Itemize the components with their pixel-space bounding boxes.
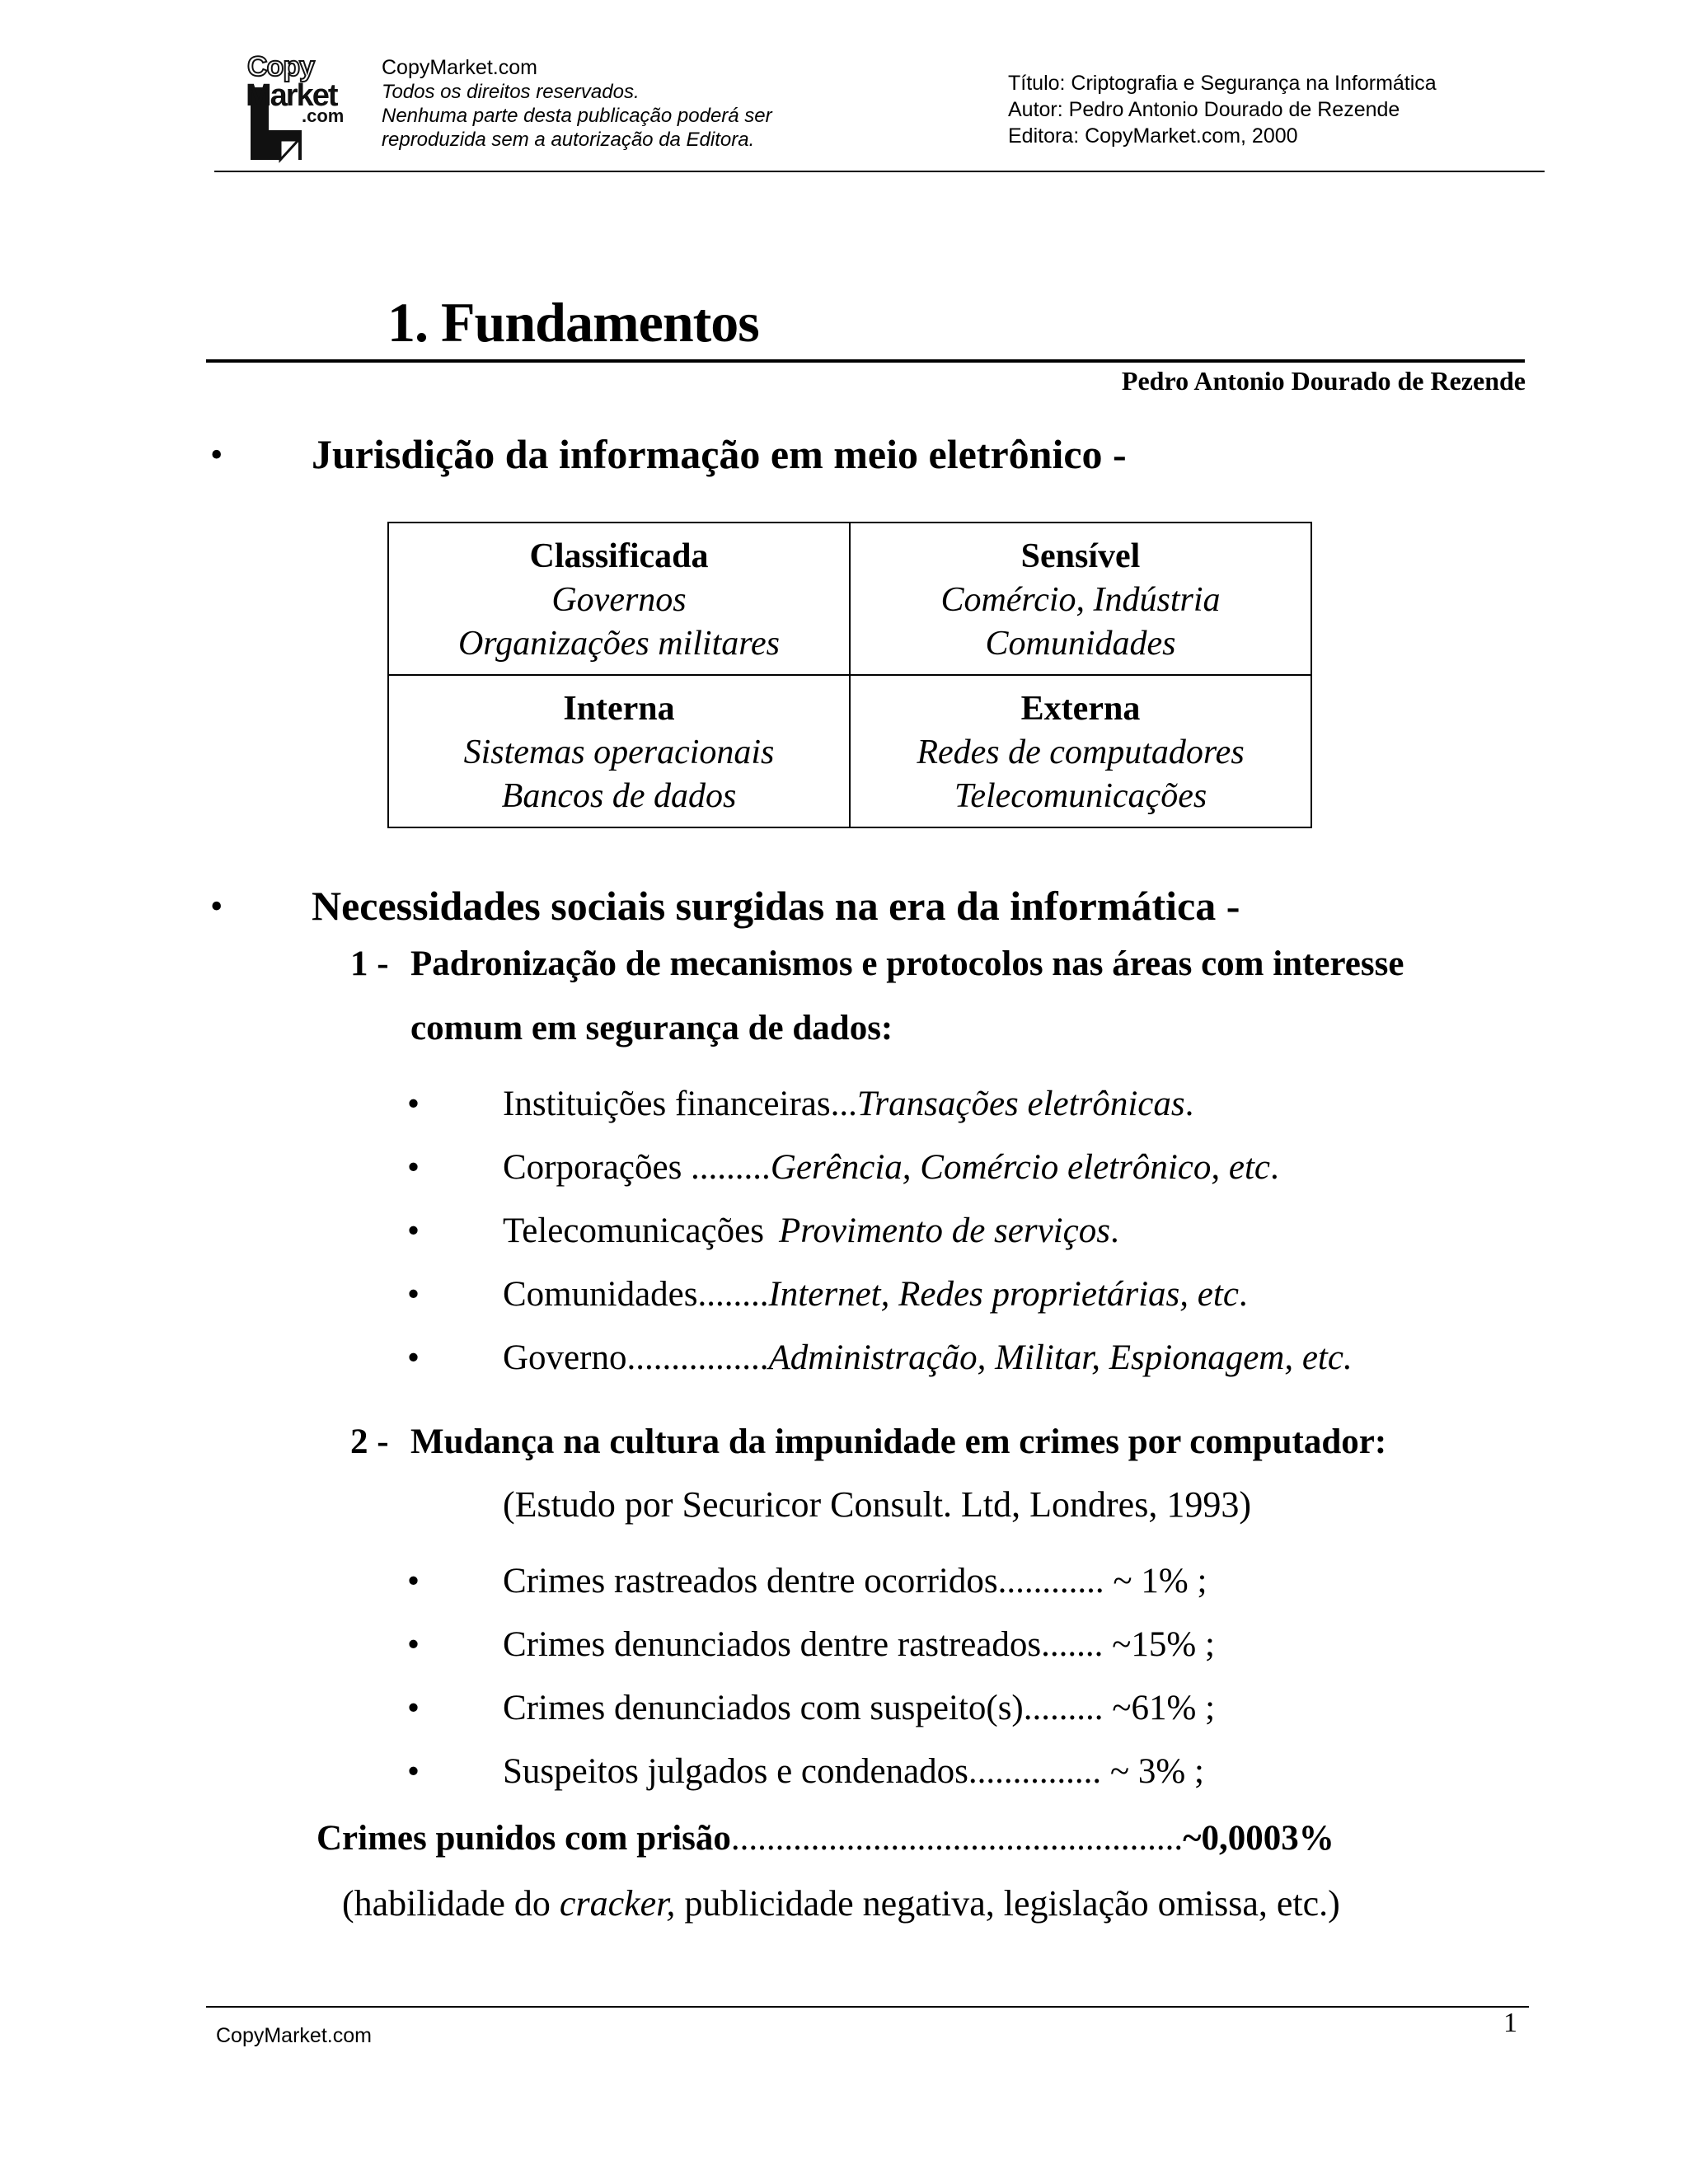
list-item: [503, 1147, 1279, 1188]
item2-number: 2 -: [350, 1422, 389, 1461]
header-editora: Editora: CopyMarket.com, 2000: [1008, 124, 1298, 148]
list-bullet: •: [407, 1085, 420, 1123]
section1-heading: Jurisdição da informação em meio eletrônico -: [312, 431, 1127, 477]
cell-line: Bancos de dados: [501, 777, 737, 815]
item1-line2: comum em segurança de dados:: [410, 1009, 893, 1047]
section2-heading: Necessidades sociais surgidas na era da informática -: [312, 883, 1240, 929]
table-cell-sensivel: [850, 523, 1311, 675]
list-bullet: •: [407, 1689, 420, 1727]
list-label: Instituições financeiras...: [503, 1085, 857, 1123]
list-detail: Provimento de serviços: [778, 1212, 1110, 1250]
list-end: .: [1238, 1275, 1248, 1314]
list-item: [503, 1274, 1248, 1315]
svg-text:.com: .com: [302, 105, 345, 126]
svg-text:Copy: Copy: [247, 51, 314, 82]
list-end: .: [1270, 1148, 1279, 1187]
cell-line: Organizações militares: [457, 625, 781, 663]
footer-rule: [206, 2006, 1529, 2008]
section2-bullet: •: [210, 886, 223, 926]
header-rights: [382, 56, 772, 152]
stat-item: Crimes rastreados dentre ocorridos............ ~ 1% ;: [503, 1562, 1207, 1601]
cell-line: Governos: [551, 581, 687, 619]
list-label: Corporações .........: [503, 1148, 771, 1187]
list-item: [503, 1211, 1119, 1251]
header-autor: Autor: Pedro Antonio Dourado de Rezende: [1008, 98, 1400, 121]
chapter-author: Pedro Antonio Dourado de Rezende: [1121, 366, 1526, 396]
list-bullet: •: [407, 1625, 420, 1664]
title-rule: [206, 359, 1525, 363]
header-titulo: Título: Criptografia e Segurança na Informática: [1008, 72, 1437, 95]
cell-line: Comércio, Indústria: [940, 581, 1221, 619]
list-end: .: [1109, 1212, 1119, 1250]
cell-line: Sistemas operacionais: [463, 733, 775, 771]
chapter-title: 1. Fundamentos: [387, 291, 759, 354]
header-book-info: [1008, 70, 1437, 149]
list-bullet: •: [407, 1562, 420, 1601]
cell-title: Interna: [563, 690, 675, 728]
section1-bullet: •: [210, 434, 223, 475]
list-item: [503, 1338, 1353, 1378]
list-bullet: •: [407, 1338, 420, 1377]
item1-number: 1 -: [350, 944, 389, 983]
header-notice-line2: reproduzida sem a autorização da Editora.: [382, 129, 755, 151]
header-rule: [214, 171, 1545, 172]
item1-line1: Padronização de mecanismos e protocolos nas áreas com interesse: [410, 944, 1404, 983]
cell-title: Sensível: [1020, 537, 1141, 575]
list-item: [503, 1084, 1193, 1124]
list-end: .: [1184, 1085, 1194, 1123]
total-note: [342, 1882, 1340, 1924]
header-notice-line1: Nenhuma parte desta publicação poderá ser: [382, 105, 772, 127]
header-rights-line: Todos os direitos reservados.: [382, 81, 640, 103]
table-cell-interna: [388, 675, 850, 827]
cell-line: Redes de computadores: [917, 733, 1245, 771]
page-number: 1: [1503, 2008, 1517, 2038]
total-label: Crimes punidos com prisão: [316, 1819, 731, 1858]
stat-item: Suspeitos julgados e condenados............... ~ 3% ;: [503, 1752, 1204, 1791]
list-bullet: •: [407, 1752, 420, 1791]
item2-line1: Mudança na cultura da impunidade em crimes por computador:: [410, 1422, 1387, 1461]
cell-line: Telecomunicações: [954, 777, 1207, 815]
note-italic: cracker,: [559, 1883, 676, 1924]
cell-line: Comunidades: [985, 625, 1176, 663]
header-company: CopyMarket.com: [382, 56, 537, 79]
stat-item: Crimes denunciados dentre rastreados....... ~15% ;: [503, 1625, 1215, 1664]
list-bullet: •: [407, 1212, 420, 1250]
total-dots: ...................................................: [730, 1819, 1184, 1858]
note-text: publicidade negativa, legislação omissa, etc.): [675, 1883, 1340, 1924]
total-value: ~0,0003%: [1183, 1819, 1334, 1858]
total-line: [316, 1818, 1334, 1858]
note-text: (habilidade do: [342, 1883, 560, 1924]
list-detail: Administração, Militar, Espionagem, etc.: [768, 1338, 1353, 1377]
list-label: Telecomunicações: [503, 1212, 764, 1250]
list-label: Governo................: [503, 1338, 769, 1377]
jurisdiction-table: [387, 522, 1312, 828]
item2-study: (Estudo por Securicor Consult. Ltd, Londres, 1993): [503, 1484, 1251, 1525]
table-cell-classificada: [388, 523, 850, 675]
svg-text:Market: Market: [246, 78, 337, 113]
list-bullet: •: [407, 1275, 420, 1314]
copymarket-logo: [244, 51, 361, 166]
list-bullet: •: [407, 1148, 420, 1187]
list-detail: Transações eletrônicas: [856, 1085, 1185, 1123]
cell-title: Externa: [1020, 690, 1141, 728]
list-detail: Internet, Redes proprietárias, etc: [768, 1275, 1239, 1314]
cell-title: Classificada: [529, 537, 709, 575]
table-cell-externa: [850, 675, 1311, 827]
stat-item: Crimes denunciados com suspeito(s)......... ~61% ;: [503, 1689, 1216, 1727]
footer-company: CopyMarket.com: [216, 2024, 372, 2047]
list-detail: Gerência, Comércio eletrônico, etc: [770, 1148, 1270, 1187]
list-label: Comunidades........: [503, 1275, 769, 1314]
